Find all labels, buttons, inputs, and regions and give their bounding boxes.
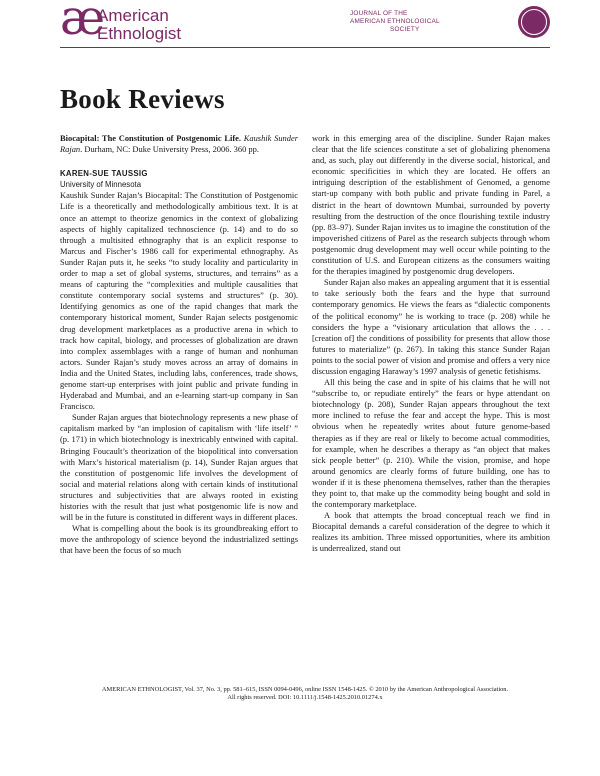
reviewer-affiliation: University of Minnesota — [60, 180, 142, 190]
journal-logo-text — [97, 7, 181, 43]
society-line-1: JOURNAL OF THE — [350, 10, 408, 17]
header-divider — [60, 47, 550, 48]
journal-logo-glyph: æ — [60, 0, 106, 46]
paragraph: What is compelling about the book is its groundbreaking effort to move the anthropology of science beyond the industrialized settings that have been the focus of so much — [60, 523, 298, 556]
right-column — [312, 133, 550, 555]
paragraph: Sunder Rajan argues that biotechnology represents a new phase of capitalism marked by “an implosion of capitalism with ‘life itself’ ” (p. 171) in which biotechnology is inextricably entwined with capital. Bringing Foucault’s theorization of the biopolitical into conversation with Marx’s historical materialism (p. 14), Sunder Rajan argues that the constitution of postgenomic life involves the development of social and material relations along with certain kinds of institutional structures and subjectivities that are always rooted in existing histories with the result that just what postgenomic life is now and will be in the future is constituted in different ways in different places. — [60, 412, 298, 523]
society-seal-icon — [518, 6, 550, 38]
footer-citation: AMERICAN ETHNOLOGIST, Vol. 37, No. 3, pp. 581–615, ISSN 0094-0496, online ISSN 1548-1425. © 2010 by the American Anthropological Association. — [101, 686, 509, 693]
page-title: Book Reviews — [60, 84, 225, 114]
society-text — [350, 10, 510, 34]
journal-header — [60, 0, 550, 46]
book-author: Kaushik Sunder Rajan — [60, 133, 299, 155]
book-details: . Durham, NC: Duke University Press, 2006. 360 pp. — [80, 144, 259, 155]
logo-line-1: American — [97, 6, 169, 25]
logo-line-2: Ethnologist — [97, 24, 182, 43]
page-footer — [60, 686, 550, 702]
paragraph: Sunder Rajan also makes an appealing argument that it is essential to take seriously both the fears and the hype that surround contemporary genomics. He views the fears as “dialectic components of the political economy” he is working to trace (p. 208) while he considers the hype a “visionary articulation that allows the . . . [creation of] the conditions of possibility for presents that allow those futures to materialize” (p. 267). In taking this stance Sunder Rajan points to the social power of vision and promise and offers a very nice discussion engaging Haraway’s 1997 analysis of genetic fetishisms. — [312, 277, 550, 376]
paragraph: All this being the case and in spite of his claims that he will not “subscribe to, or repudiate entirely” the fears or hype attendant on biotechnology (p. 208), Sunder Rajan appears throughout the text more inclined to refuse the fear and accept the hype. This is most obvious when he repeatedly writes about future genome-based therapies as if they are real or likely to become actual commodities, for example, when he describes a therapy as “an object that makes sick people better” (p. 210). While the vision, promise, and hope around genomics are clearly forms of future building, one has to wonder if it is these phenomena themselves, rather than the therapies they point to, that make up the commodity being bought and sold in the contemporary marketplace. — [312, 377, 550, 510]
reviewer-name: KAREN-SUE TAUSSIG — [60, 169, 148, 179]
footer-copyright: All rights reserved. DOI: 10.1111/j.1548-1425.2010.01274.x — [227, 694, 383, 701]
paragraph: work in this emerging area of the discipline. Sunder Rajan makes clear that the life sciences constitute a set of globalizing phenomena and, as such, play out differently in the diverse social, historical, and economic specificities in which they are located. He offers an intriguing description of the establishment of Genomed, a genome start-up company with both public and private funding in Parel, a district in the heart of downtown Mumbai, surrounded by poverty resulting from the destruction of the once flourishing textile industry (pp. 83–97). Sunder Rajan invites us to imagine the constitution of the impoverished citizens of Parel as the research subjects through whom postgenomic drug development may well occur while pointing to the constitution of U.S. and European citizens as the consumers waiting for the therapies imagined by postgenomic drug developers. — [312, 133, 550, 277]
paragraph: A book that attempts the broad conceptual reach we find in Biocapital demands a careful consideration of the degree to which it realizes its ambition. Three missed opportunities, where its ambition is underrealized, stand out — [312, 510, 550, 554]
paragraph: Kaushik Sunder Rajan’s Biocapital: The Constitution of Postgenomic Life is a theoretically and methodologically ambitious text. It is at once an attempt to theorize genomics in the context of globalizing aspects of highly capitalized technoscience (p. 14) and to do so through a multisited ethnography that is an explicit response to Marcus and Fischer’s 1986 call for experimental ethnography. As Sunder Rajan puts it, he seeks “to study locality and particularity in order to map a set of global systems, structures, and terrains” as a means of capturing the “complexities and multiple causalities that constitute contemporary social systems and structures” (p. 30). Identifying genomics as one of the rapid changes that mark the contemporary historical moment, Sunder Rajan selects postgenomic drug development marketplaces as a productive arena in which to track how capital, biology, and processes of globalization are drawn into complex assemblages with a range of human and nonhuman actors. Sunder Rajan’s study moves across an array of domains in India and the United States, including labs, conferences, trade shows, genome start-up enterprises with joint public and private funding in Hyderabad and Mumbai, and an e-learning start-up company in San Francisco. — [60, 190, 298, 412]
book-citation — [60, 133, 298, 155]
left-column — [60, 133, 298, 556]
society-line-2: AMERICAN ETHNOLOGICAL — [350, 18, 440, 25]
society-line-3: SOCIETY — [390, 26, 420, 33]
book-title: Biocapital: The Constitution of Postgenomic Life. — [60, 133, 242, 143]
